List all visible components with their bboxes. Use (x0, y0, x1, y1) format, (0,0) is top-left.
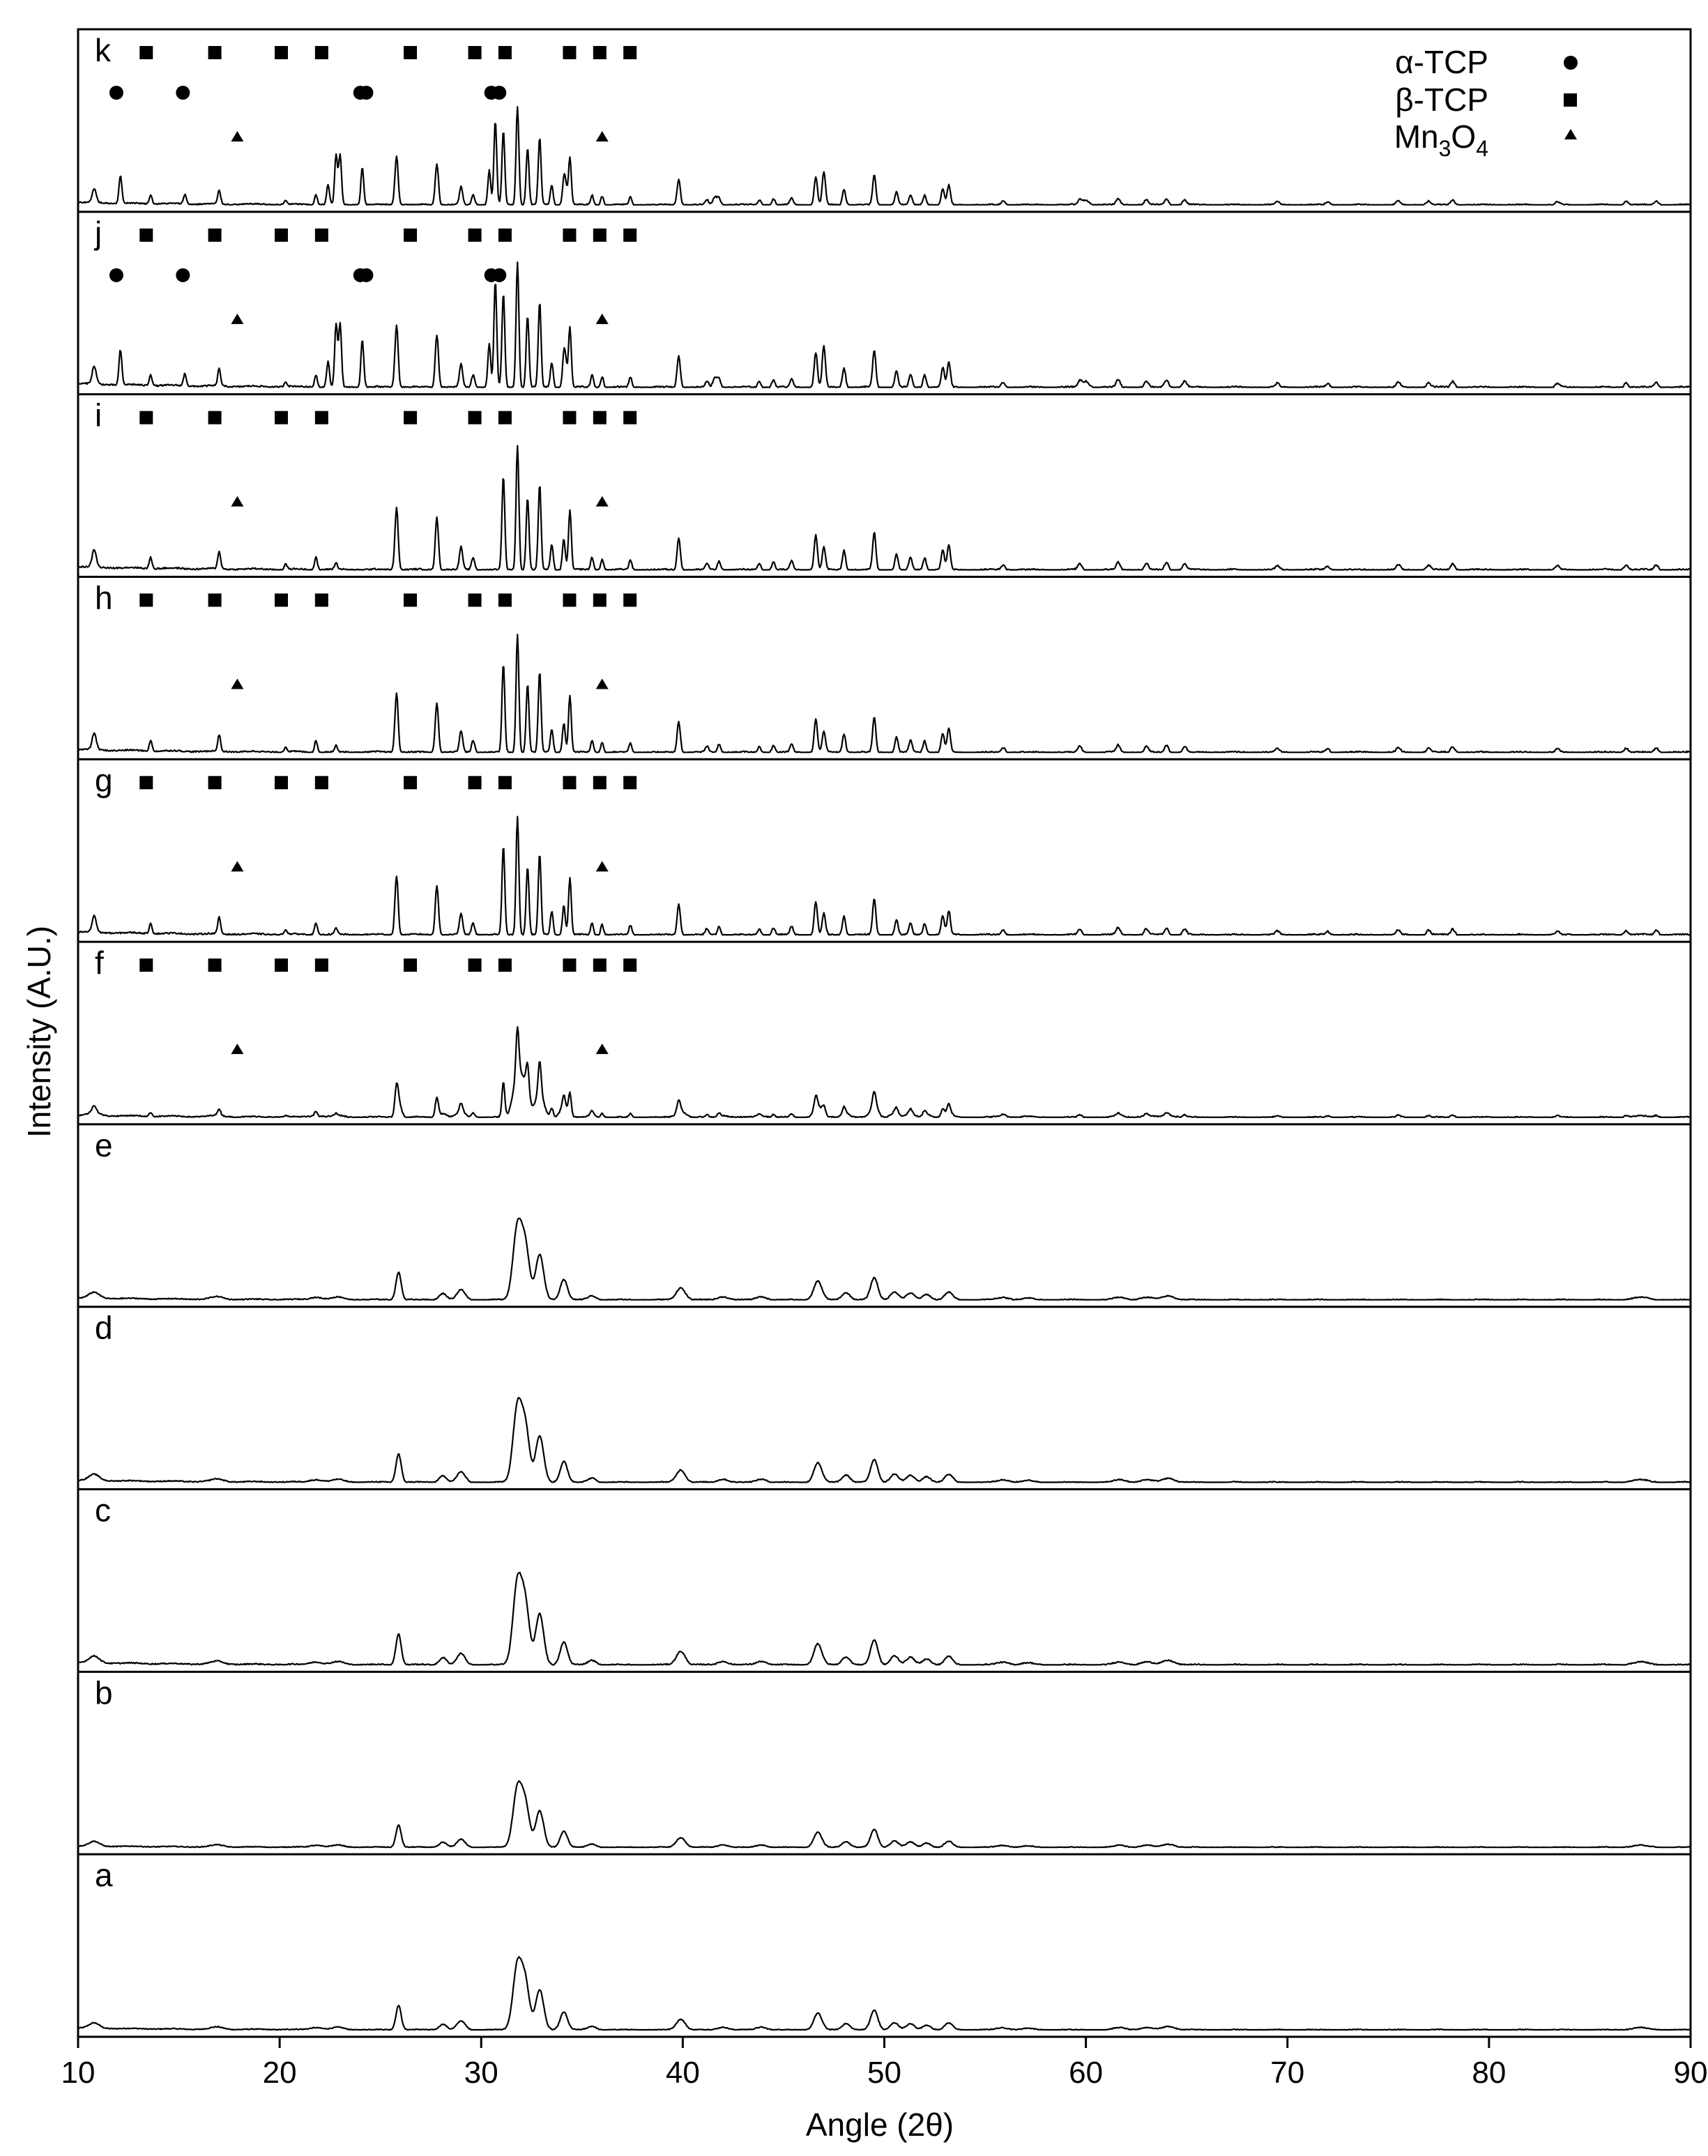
alpha-tcp-marker-k-5 (492, 86, 506, 100)
x-axis-title: Angle (2θ) (805, 2107, 954, 2143)
beta-tcp-marker-j-6 (498, 229, 512, 242)
beta-tcp-marker-h-7 (563, 593, 576, 606)
panel-b (78, 1672, 1691, 1847)
beta-tcp-marker-j-3 (315, 229, 328, 242)
beta-tcp-marker-h-0 (139, 593, 153, 606)
xrd-trace-i (78, 445, 1691, 569)
x-tick-label-60: 60 (1069, 2056, 1104, 2090)
legend-label-alpha-tcp: α-TCP (1395, 44, 1488, 80)
x-tick-label-80: 80 (1472, 2056, 1507, 2090)
beta-tcp-marker-k-7 (563, 46, 576, 59)
beta-tcp-marker-i-0 (139, 411, 153, 425)
legend-mn3o4-o: O (1451, 118, 1477, 155)
beta-tcp-marker-i-4 (404, 411, 417, 425)
legend-marker-alpha-tcp (1564, 56, 1578, 70)
plot-frame (78, 29, 1691, 2037)
beta-tcp-marker-j-4 (404, 229, 417, 242)
panel-label-e: e (95, 1126, 113, 1163)
panel-label-d: d (95, 1309, 113, 1346)
legend (1394, 44, 1578, 161)
alpha-tcp-marker-j-5 (492, 268, 506, 282)
beta-tcp-marker-i-7 (563, 411, 576, 425)
panel-c (78, 1490, 1691, 1665)
xrd-trace-d (78, 1398, 1691, 1482)
panel-e (78, 1124, 1691, 1300)
xrd-trace-f (78, 1027, 1691, 1117)
panel-label-k: k (95, 32, 111, 68)
beta-tcp-marker-i-6 (498, 411, 512, 425)
beta-tcp-marker-g-0 (139, 776, 153, 789)
mn3o4-marker-i-1 (596, 496, 609, 507)
beta-tcp-marker-h-1 (208, 593, 222, 606)
beta-tcp-marker-g-7 (563, 776, 576, 789)
panel-label-j: j (95, 214, 102, 251)
beta-tcp-marker-f-6 (498, 958, 512, 972)
beta-tcp-marker-h-3 (315, 593, 328, 606)
beta-tcp-marker-f-1 (208, 958, 222, 972)
xrd-trace-b (78, 1781, 1691, 1847)
beta-tcp-marker-k-4 (404, 46, 417, 59)
beta-tcp-marker-i-5 (468, 411, 482, 425)
xrd-trace-h (78, 634, 1691, 752)
x-tick-label-40: 40 (665, 2056, 700, 2090)
beta-tcp-marker-f-2 (275, 958, 288, 972)
panel-label-i: i (95, 397, 102, 434)
panel-a (78, 1854, 1691, 2030)
beta-tcp-marker-j-9 (623, 229, 636, 242)
beta-tcp-marker-f-9 (623, 958, 636, 972)
xrd-trace-e (78, 1218, 1691, 1300)
panel-g (78, 759, 1691, 935)
beta-tcp-marker-i-8 (593, 411, 607, 425)
beta-tcp-marker-h-5 (468, 593, 482, 606)
x-tick-label-30: 30 (464, 2056, 498, 2090)
alpha-tcp-marker-k-0 (109, 86, 123, 100)
x-tick-label-20: 20 (262, 2056, 297, 2090)
mn3o4-marker-k-0 (231, 131, 243, 142)
panel-label-f: f (95, 945, 104, 981)
beta-tcp-marker-i-2 (275, 411, 288, 425)
alpha-tcp-marker-k-1 (176, 86, 190, 100)
beta-tcp-marker-h-9 (623, 593, 636, 606)
beta-tcp-marker-g-1 (208, 776, 222, 789)
beta-tcp-marker-g-6 (498, 776, 512, 789)
mn3o4-marker-j-1 (596, 314, 609, 324)
beta-tcp-marker-f-7 (563, 958, 576, 972)
beta-tcp-marker-g-2 (275, 776, 288, 789)
beta-tcp-marker-g-5 (468, 776, 482, 789)
mn3o4-marker-h-0 (231, 678, 243, 689)
alpha-tcp-marker-j-0 (109, 268, 123, 282)
alpha-tcp-marker-j-3 (359, 268, 373, 282)
panel-label-h: h (95, 579, 113, 616)
mn3o4-marker-g-0 (231, 861, 243, 871)
alpha-tcp-marker-k-3 (359, 86, 373, 100)
beta-tcp-marker-j-1 (208, 229, 222, 242)
panel-j (78, 212, 1691, 388)
beta-tcp-marker-k-1 (208, 46, 222, 59)
beta-tcp-marker-k-0 (139, 46, 153, 59)
x-tick-label-90: 90 (1673, 2056, 1708, 2090)
beta-tcp-marker-f-4 (404, 958, 417, 972)
legend-mn3o4-mn: Mn (1394, 118, 1439, 155)
beta-tcp-marker-j-2 (275, 229, 288, 242)
mn3o4-marker-k-1 (596, 131, 609, 142)
legend-mn3o4-sub4: 4 (1476, 136, 1488, 161)
x-tick-label-70: 70 (1270, 2056, 1305, 2090)
panels-group (78, 32, 1691, 2030)
beta-tcp-marker-k-6 (498, 46, 512, 59)
panel-h (78, 576, 1691, 752)
beta-tcp-marker-k-3 (315, 46, 328, 59)
mn3o4-marker-i-0 (231, 496, 243, 507)
mn3o4-marker-f-0 (231, 1043, 243, 1054)
mn3o4-marker-f-1 (596, 1043, 609, 1054)
beta-tcp-marker-h-2 (275, 593, 288, 606)
beta-tcp-marker-f-8 (593, 958, 607, 972)
beta-tcp-marker-f-5 (468, 958, 482, 972)
mn3o4-marker-h-1 (596, 678, 609, 689)
legend-marker-mn3o4 (1564, 129, 1577, 139)
x-axis (61, 29, 1708, 2090)
beta-tcp-marker-j-8 (593, 229, 607, 242)
panel-label-c: c (95, 1492, 111, 1529)
xrd-trace-a (78, 1957, 1691, 2030)
beta-tcp-marker-g-4 (404, 776, 417, 789)
legend-label-mn3o4 (1394, 118, 1488, 161)
beta-tcp-marker-k-5 (468, 46, 482, 59)
beta-tcp-marker-h-8 (593, 593, 607, 606)
beta-tcp-marker-k-8 (593, 46, 607, 59)
xrd-trace-j (78, 262, 1691, 387)
beta-tcp-marker-i-1 (208, 411, 222, 425)
alpha-tcp-marker-j-1 (176, 268, 190, 282)
beta-tcp-marker-k-9 (623, 46, 636, 59)
mn3o4-marker-g-1 (596, 861, 609, 871)
panel-label-g: g (95, 762, 113, 799)
legend-mn3o4-sub3: 3 (1438, 136, 1451, 161)
beta-tcp-marker-h-6 (498, 593, 512, 606)
beta-tcp-marker-j-7 (563, 229, 576, 242)
panel-label-b: b (95, 1674, 113, 1711)
legend-marker-beta-tcp (1564, 93, 1577, 107)
x-tick-label-50: 50 (867, 2056, 901, 2090)
panel-i (78, 395, 1691, 570)
beta-tcp-marker-g-8 (593, 776, 607, 789)
xrd-trace-g (78, 817, 1691, 935)
beta-tcp-marker-i-9 (623, 411, 636, 425)
legend-label-beta-tcp: β-TCP (1395, 82, 1488, 118)
beta-tcp-marker-f-0 (139, 958, 153, 972)
beta-tcp-marker-g-9 (623, 776, 636, 789)
beta-tcp-marker-j-0 (139, 229, 153, 242)
y-axis-title: Intensity (A.U.) (21, 925, 57, 1138)
panel-label-a: a (95, 1857, 113, 1894)
beta-tcp-marker-i-3 (315, 411, 328, 425)
x-tick-label-10: 10 (61, 2056, 96, 2090)
panel-d (78, 1307, 1691, 1483)
xrd-trace-c (78, 1573, 1691, 1665)
beta-tcp-marker-k-2 (275, 46, 288, 59)
beta-tcp-marker-h-4 (404, 593, 417, 606)
mn3o4-marker-j-0 (231, 314, 243, 324)
beta-tcp-marker-j-5 (468, 229, 482, 242)
beta-tcp-marker-f-3 (315, 958, 328, 972)
panel-f (78, 942, 1691, 1117)
beta-tcp-marker-g-3 (315, 776, 328, 789)
